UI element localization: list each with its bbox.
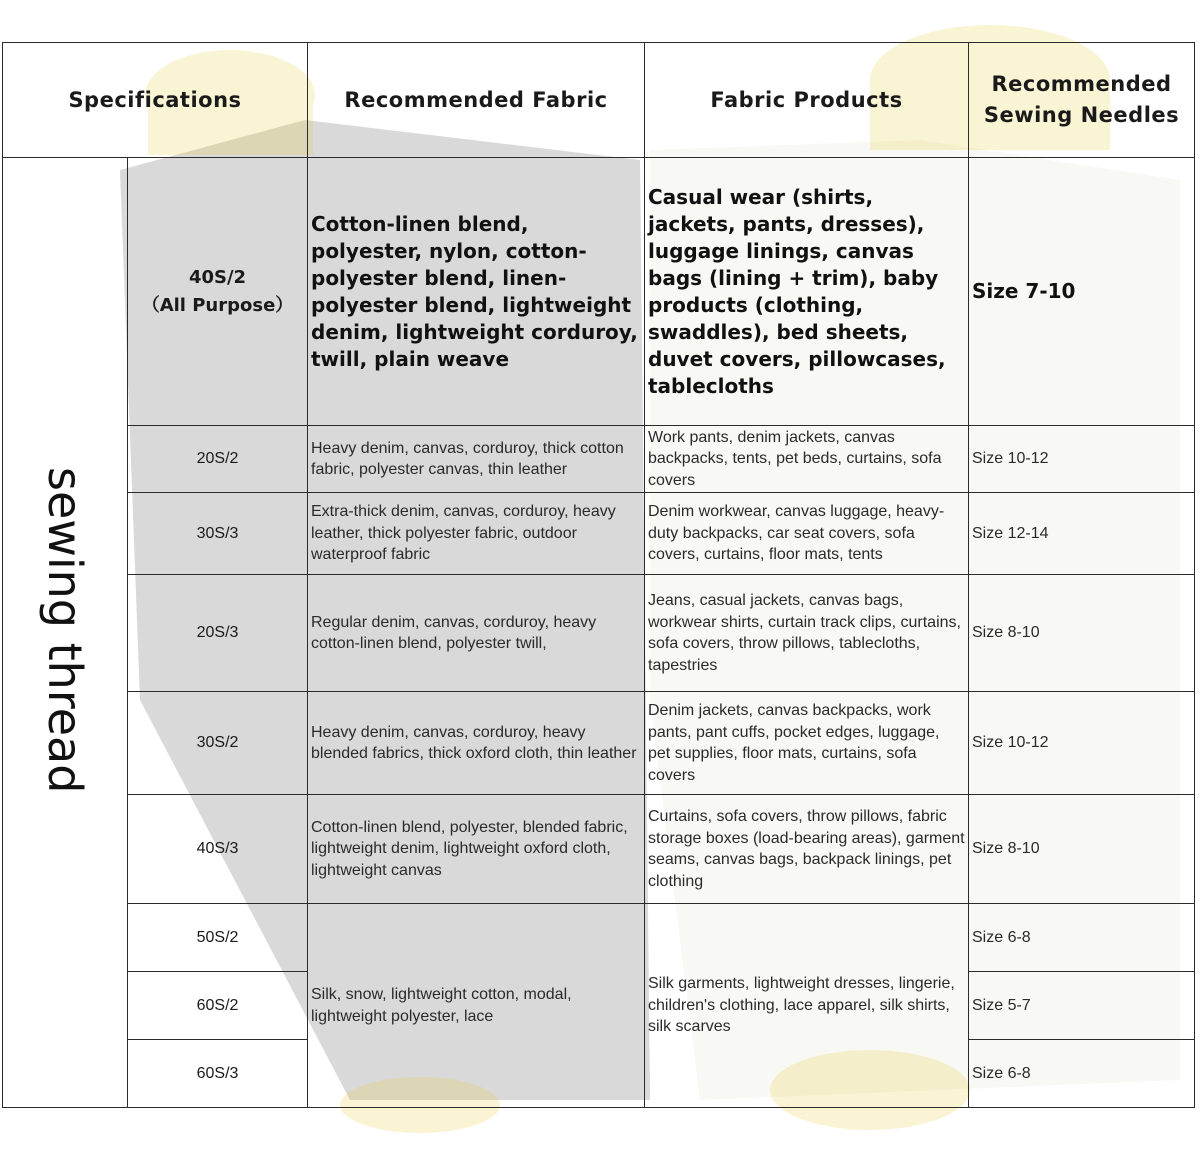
spec-name: 40S/2 <box>188 266 247 288</box>
table-row <box>3 904 1195 972</box>
needle-cell: Size 10-12 <box>969 692 1195 795</box>
needle-cell: Size 6-8 <box>969 904 1195 972</box>
fabric-cell: Heavy denim, canvas, corduroy, heavy blended fabrics, thick oxford cloth, thin leather <box>308 692 645 795</box>
spec-cell: 30S/3 <box>128 493 308 575</box>
table-row <box>3 426 1195 493</box>
fabric-cell: Cotton-linen blend, polyester, blended fabric, lightweight denim, lightweight oxford cloth, lightweight canvas <box>308 795 645 904</box>
needle-cell: Size 8-10 <box>969 575 1195 692</box>
spec-cell: 20S/3 <box>128 575 308 692</box>
fabric-cell: Regular denim, canvas, corduroy, heavy cotton-linen blend, polyester twill, <box>308 575 645 692</box>
spec-cell: 20S/2 <box>128 426 308 493</box>
products-cell: Jeans, casual jackets, canvas bags, workwear shirts, curtain track clips, curtains, sofa covers, throw pillows, tablecloths, tapestries <box>645 575 969 692</box>
table-row <box>3 795 1195 904</box>
products-cell: Silk garments, lightweight dresses, lingerie, children's clothing, lace apparel, silk shirts, silk scarves <box>645 904 969 1108</box>
spec-cell: 60S/2 <box>128 972 308 1040</box>
spec-cell: 60S/3 <box>128 1040 308 1108</box>
products-cell: Work pants, denim jackets, canvas backpacks, tents, pet beds, curtains, sofa covers <box>645 426 969 493</box>
table-row <box>3 692 1195 795</box>
spec-cell: 50S/2 <box>128 904 308 972</box>
spec-cell: 40S/3 <box>128 795 308 904</box>
header-specifications: Specifications <box>3 43 308 158</box>
table-row-featured <box>3 158 1195 426</box>
spec-cell <box>128 158 308 426</box>
fabric-cell: Cotton-linen blend, polyester, nylon, cotton-polyester blend, linen-polyester blend, lightweight denim, lightweight corduroy, twill, plain weave <box>308 158 645 426</box>
needle-cell: Size 10-12 <box>969 426 1195 493</box>
side-label: sewing thread <box>38 466 92 794</box>
needle-cell: Size 8-10 <box>969 795 1195 904</box>
fabric-cell: Extra-thick denim, canvas, corduroy, heavy leather, thick polyester fabric, outdoor waterproof fabric <box>308 493 645 575</box>
needle-cell: Size 12-14 <box>969 493 1195 575</box>
products-cell: Denim jackets, canvas backpacks, work pants, pant cuffs, pocket edges, luggage, pet supplies, floor mats, curtains, sofa covers <box>645 692 969 795</box>
header-sewing-needles <box>969 43 1195 158</box>
fabric-cell: Silk, snow, lightweight cotton, modal, lightweight polyester, lace <box>308 904 645 1108</box>
thread-spec-table <box>2 42 1195 1108</box>
header-needles-line2: Sewing Needles <box>983 103 1180 127</box>
table-row <box>3 575 1195 692</box>
header-fabric-products: Fabric Products <box>645 43 969 158</box>
spec-subtitle: （All Purpose） <box>141 294 294 316</box>
products-cell: Casual wear (shirts, jackets, pants, dresses), luggage linings, canvas bags (lining + trim), baby products (clothing, swaddles), bed sheets, duvet covers, pillowcases, tablecloths <box>645 158 969 426</box>
table-row <box>3 493 1195 575</box>
products-cell: Denim workwear, canvas luggage, heavy-duty backpacks, car seat covers, sofa covers, curtains, floor mats, tents <box>645 493 969 575</box>
side-label-cell <box>3 158 128 1108</box>
header-recommended-fabric: Recommended Fabric <box>308 43 645 158</box>
products-cell: Curtains, sofa covers, throw pillows, fabric storage boxes (load-bearing areas), garment seams, canvas bags, backpack linings, pet clothing <box>645 795 969 904</box>
fabric-cell: Heavy denim, canvas, corduroy, thick cotton fabric, polyester canvas, thin leather <box>308 426 645 493</box>
header-row <box>3 43 1195 158</box>
needle-cell: Size 7-10 <box>969 158 1195 426</box>
needle-cell: Size 6-8 <box>969 1040 1195 1108</box>
spec-cell: 30S/2 <box>128 692 308 795</box>
needle-cell: Size 5-7 <box>969 972 1195 1040</box>
header-needles-line1: Recommended <box>991 72 1172 96</box>
